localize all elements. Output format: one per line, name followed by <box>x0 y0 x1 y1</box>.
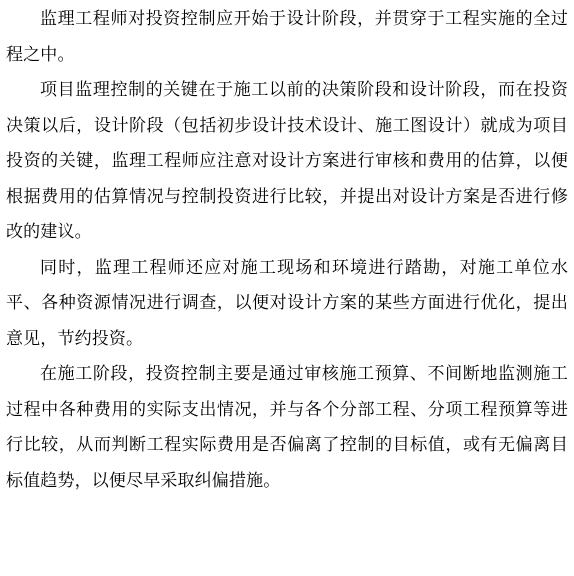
paragraph-3: 同时，监理工程师还应对施工现场和环境进行踏勘，对施工单位水平、各种资源情况进行调查，以便对设计方案的某些方面进行优化，提出意见，节约投资。 <box>6 257 568 349</box>
paragraph-4: 在施工阶段，投资控制主要是通过审核施工预算、不间断地监测施工过程中各种费用的实际支出情况，并与各个分部工程、分项工程预算等进行比较，从而判断工程实际费用是否偏离了控制的目标值，或有无偏离目标值趋势，以便尽早采取纠偏措施。 <box>6 364 568 491</box>
paragraph-2: 项目监理控制的关键在于施工以前的决策阶段和设计阶段，而在投资决策以后，设计阶段（包括初步设计技术设计、施工图设计）就成为项目投资的关键，监理工程师应注意对设计方案进行审核和费用的估算，以便根据费用的估算情况与控制投资进行比较，并提出对设计方案是否进行修改的建议。 <box>6 80 568 242</box>
paragraph-1: 监理工程师对投资控制应开始于设计阶段，并贯穿于工程实施的全过程之中。 <box>6 9 568 65</box>
